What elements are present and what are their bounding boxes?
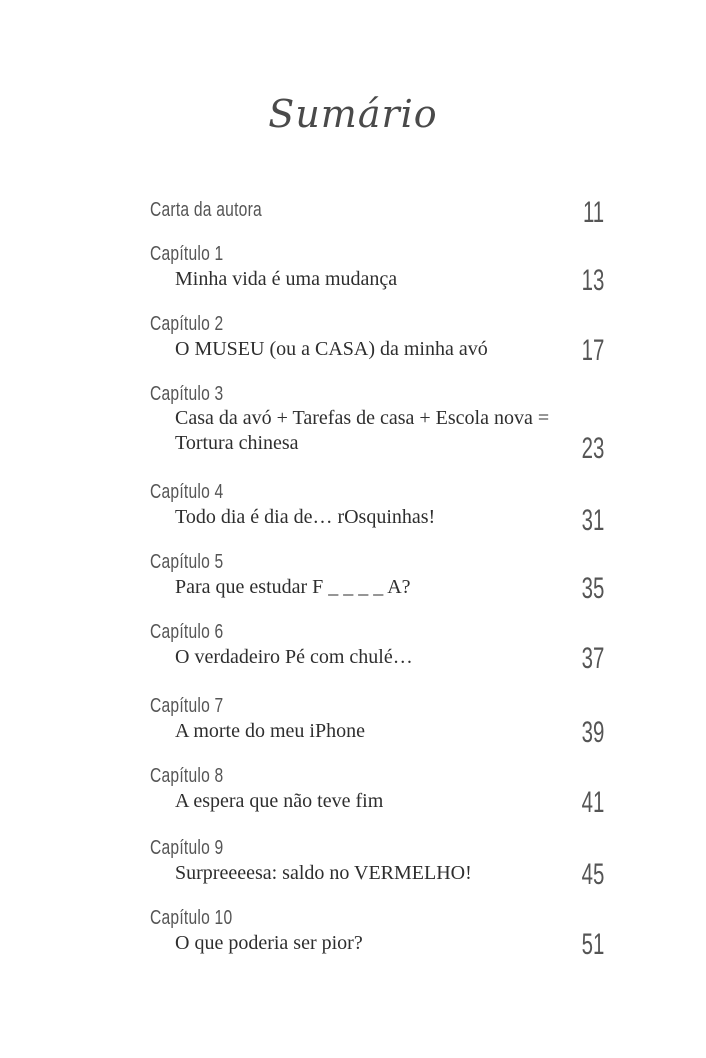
toc-entry-chapter-5[interactable] (150, 550, 604, 605)
toc-entry-letter[interactable] (150, 196, 604, 229)
chapter-label: Capítulo 1 (150, 243, 224, 265)
toc-entry-chapter-8[interactable] (150, 764, 604, 819)
chapter-label: Capítulo 2 (150, 313, 224, 335)
page-number: 13 (581, 264, 604, 297)
page-number: 23 (581, 432, 604, 465)
chapter-label: Capítulo 3 (150, 383, 224, 405)
toc-entry-chapter-2[interactable] (150, 312, 604, 367)
page-number: 37 (581, 642, 604, 675)
chapter-title-line: Tortura chinesa (175, 432, 299, 454)
page-number: 51 (581, 928, 604, 961)
toc-entry-chapter-6[interactable] (150, 620, 604, 675)
chapter-label: Capítulo 4 (150, 481, 224, 503)
toc-entry-chapter-1[interactable] (150, 242, 604, 297)
chapter-label: Capítulo 5 (150, 551, 224, 573)
page-number: 17 (581, 334, 604, 367)
toc-entry-chapter-3[interactable] (150, 382, 604, 465)
toc-entry-chapter-4[interactable] (150, 480, 604, 537)
chapter-label: Capítulo 10 (150, 907, 233, 929)
chapter-title: A morte do meu iPhone (175, 720, 365, 742)
toc-entry-chapter-9[interactable] (150, 836, 604, 891)
chapter-title: Surpreeeesa: saldo no VERMELHO! (175, 862, 472, 884)
chapter-label: Capítulo 6 (150, 621, 224, 643)
chapter-title: Para que estudar F _ _ _ _ A? (175, 576, 411, 598)
page-number: 35 (581, 572, 604, 605)
chapter-title: O que poderia ser pior? (175, 932, 363, 954)
page-title: Sumário (268, 92, 438, 136)
page-number: 41 (581, 786, 604, 819)
page-number: 11 (582, 196, 604, 229)
chapter-label: Capítulo 8 (150, 765, 224, 787)
toc-entry-chapter-10[interactable] (150, 906, 604, 961)
chapter-label: Capítulo 7 (150, 695, 224, 717)
page-number: 45 (581, 858, 604, 891)
chapter-title: A espera que não teve fim (175, 790, 384, 812)
chapter-title: Todo dia é dia de… rOsquinhas! (175, 506, 436, 528)
entry-label: Carta da autora (150, 199, 262, 221)
page-number: 39 (581, 716, 604, 749)
chapter-title-line: Casa da avó + Tarefas de casa + Escola nova = (175, 407, 550, 429)
chapter-label: Capítulo 9 (150, 837, 224, 859)
chapter-title: Minha vida é uma mudança (175, 268, 398, 290)
toc-entry-chapter-7[interactable] (150, 694, 604, 749)
page-number: 31 (581, 504, 604, 537)
chapter-title: O verdadeiro Pé com chulé… (175, 646, 413, 668)
chapter-title: O MUSEU (ou a CASA) da minha avó (175, 338, 488, 360)
